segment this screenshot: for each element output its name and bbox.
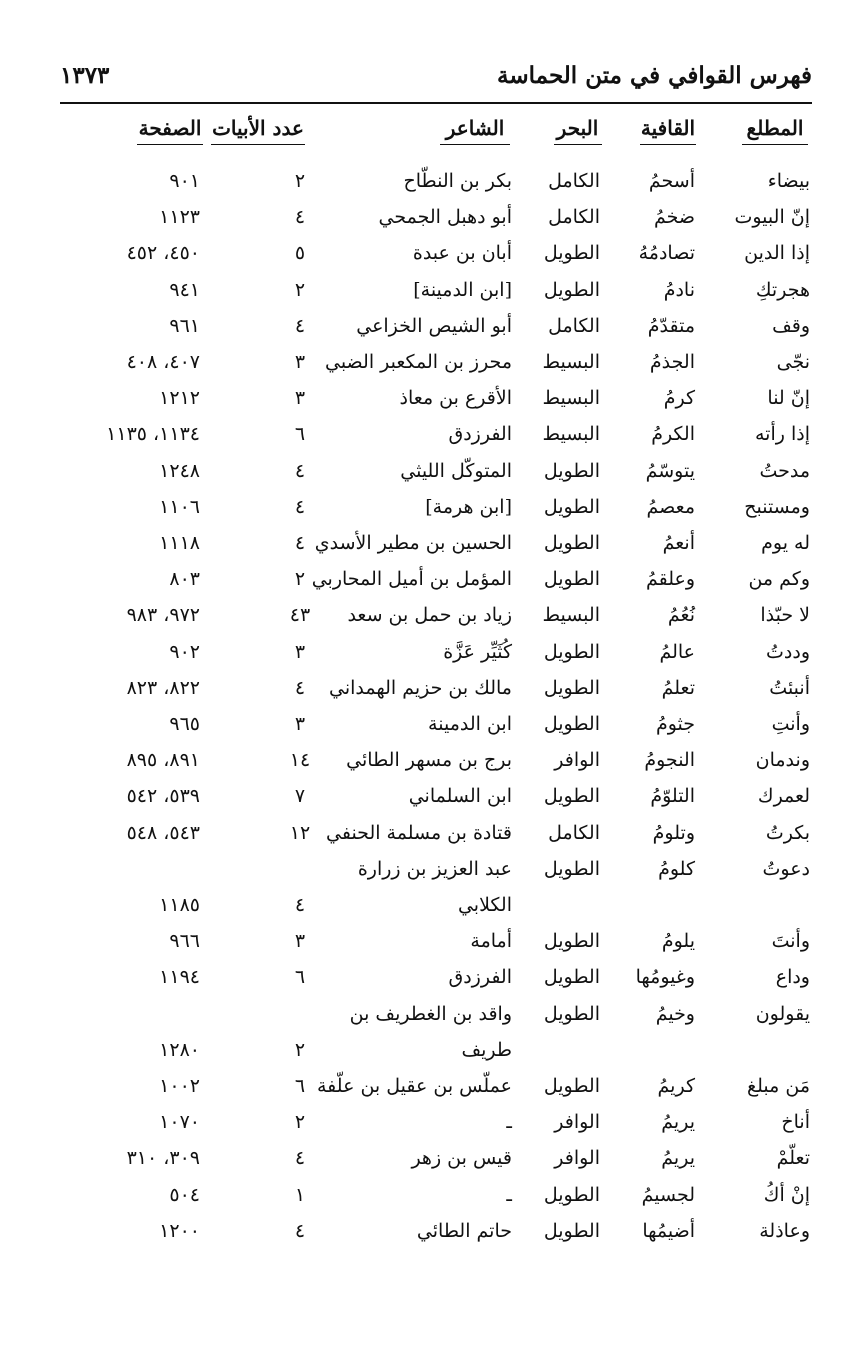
column-header-label: البحر: [556, 116, 599, 140]
qafiya-cell: متقدّمُ: [647, 314, 695, 337]
column-header-label: عدد الأبيات: [212, 116, 304, 140]
page-cell: ٩٠١: [169, 170, 200, 192]
qafiya-cell: نادمُ: [663, 278, 695, 301]
qafiya-cell: عالمُ: [659, 640, 695, 663]
page-cell: ٥٠٤: [169, 1183, 200, 1206]
count-cell: ٦: [294, 1075, 306, 1097]
bahr-cell: الطويل: [543, 640, 600, 663]
matla-cell: إنّ لنا: [767, 387, 810, 410]
matla-cell: هجرتكِ: [755, 278, 810, 301]
count-cell: ٣: [294, 387, 306, 410]
matla-cell: مدحتُ: [759, 459, 810, 482]
bahr-cell: الطويل: [543, 1219, 600, 1242]
matla-cell: يقولون: [755, 1002, 810, 1025]
column-header-label: الصفحة: [138, 116, 202, 140]
count-cell: ٤: [294, 676, 306, 699]
count-cell: ٦: [294, 423, 306, 446]
shaer-cell: كُثَيِّر عَزَّة: [443, 640, 512, 663]
bahr-cell: الوافر: [554, 1147, 600, 1170]
matla-cell: وددتُ: [766, 640, 810, 663]
matla-cell: لا حبّذا: [760, 604, 810, 627]
column-header-shaer: [430, 116, 520, 145]
matla-cell: وكم من: [748, 568, 810, 591]
column-header-label: الشاعر: [445, 116, 505, 140]
page-cell: ٩٦٦: [169, 930, 200, 953]
column-header-matla: [740, 116, 810, 145]
shaer-cell: زياد بن حمل بن سعد: [347, 604, 512, 627]
count-cell: ٤: [294, 532, 306, 554]
count-cell: ٤٣: [289, 604, 311, 627]
shaer-cell-continuation: الكلابي: [457, 894, 512, 916]
qafiya-cell: ضخمُ: [653, 206, 695, 229]
bahr-cell: الطويل: [543, 242, 600, 265]
count-cell: ٥: [294, 242, 306, 265]
matla-cell: وداع: [775, 966, 810, 989]
page-number: ١٣٧٣: [60, 62, 110, 89]
shaer-cell: الأقرع بن معاذ: [399, 387, 512, 410]
page-cell: ٨٠٣: [169, 568, 200, 591]
shaer-cell: ـ: [506, 1111, 512, 1134]
page-cell: ٨٢٢، ٨٢٣: [126, 676, 200, 699]
qafiya-cell: وخيمُ: [655, 1002, 695, 1025]
shaer-cell: حاتم الطائي: [416, 1219, 512, 1242]
bahr-cell: الطويل: [543, 785, 600, 808]
matla-cell: أنبئتُ: [769, 676, 810, 699]
qafiya-cell: كرمُ: [663, 387, 695, 410]
page-cell: ٨٩١، ٨٩٥: [126, 749, 200, 772]
page-cell: ٤٥٠، ٤٥٢: [126, 242, 200, 265]
bahr-cell: البسيط: [542, 387, 600, 410]
column-header-label: المطلع: [746, 116, 804, 140]
count-cell: ٣: [294, 930, 306, 953]
bahr-cell: البسيط: [542, 423, 600, 446]
shaer-cell: عبد العزيز بن زرارة: [357, 857, 512, 880]
matla-cell: بكرتُ: [765, 821, 810, 844]
bahr-cell: الكامل: [548, 206, 600, 229]
shaer-cell: ابن السلماني: [408, 785, 512, 808]
shaer-cell: المؤمل بن أميل المحاربي: [311, 568, 512, 591]
bahr-cell: الطويل: [543, 278, 600, 301]
matla-cell: وأنتِ: [771, 713, 810, 735]
column-header-label: القافية: [640, 116, 696, 140]
page-cell: ٩٠٢: [169, 640, 200, 663]
bahr-cell: الكامل: [548, 314, 600, 337]
qafiya-cell: أنعمُ: [662, 532, 695, 554]
qafiya-cell: تعلمُ: [661, 676, 695, 699]
column-header-underline: [440, 144, 510, 145]
page-header: [60, 62, 812, 102]
matla-cell: وعاذلة: [759, 1219, 810, 1242]
qafiya-cell: وتلومُ: [652, 821, 695, 844]
page-cell: ١٠٠٢: [159, 1075, 200, 1097]
column-header-underline: [137, 144, 203, 145]
shaer-cell: بكر بن النطّاح: [403, 170, 512, 192]
shaer-cell: المتوكّل الليثي: [400, 459, 512, 482]
bahr-cell: الكامل: [548, 170, 600, 192]
page-cell: ١١٨٥: [159, 894, 200, 916]
qafiya-cell: الجذمُ: [649, 351, 695, 373]
bahr-cell: الوافر: [554, 1111, 600, 1134]
bahr-cell: الطويل: [543, 532, 600, 554]
page-cell: ١٠٧٠: [159, 1111, 200, 1134]
qafiya-cell: وعلقمُ: [645, 568, 695, 591]
qafiya-cell: يلومُ: [661, 930, 695, 953]
page-cell: ٩٦٥: [169, 713, 200, 735]
matla-cell: له يوم: [761, 532, 810, 554]
qafiya-cell: تصادمُهُ: [638, 242, 695, 265]
page-cell: ١٢٤٨: [159, 459, 200, 482]
column-header-underline: [211, 144, 305, 145]
page-cell: ٩٧٢، ٩٨٣: [126, 604, 200, 627]
bahr-cell: الطويل: [543, 1075, 600, 1097]
bahr-cell: الطويل: [543, 857, 600, 880]
bahr-cell: الطويل: [543, 676, 600, 699]
column-header-page: [134, 116, 206, 145]
qafiya-cell: نُعُمُ: [667, 604, 695, 627]
count-cell: ٤: [294, 894, 306, 916]
page-cell: ٩٤١: [169, 278, 200, 301]
page-cell: ١١٩٤: [159, 966, 200, 989]
bahr-cell: الطويل: [543, 1183, 600, 1206]
qafiya-cell: كلومُ: [658, 857, 695, 880]
matla-cell: إذا الدين: [744, 242, 810, 265]
shaer-cell: [ابن هرمة]: [425, 495, 512, 518]
shaer-cell: أبان بن عبدة: [412, 242, 512, 265]
column-header-underline: [742, 144, 808, 145]
count-cell: ٧: [294, 785, 306, 808]
bahr-cell: البسيط: [542, 351, 600, 373]
bahr-cell: البسيط: [542, 604, 600, 627]
shaer-cell: برج بن مسهر الطائي: [346, 749, 512, 772]
qafiya-cell: يتوسّمُ: [645, 459, 695, 482]
count-cell: ٢: [294, 1038, 306, 1061]
count-cell: ٢: [294, 1111, 306, 1134]
matla-cell: بيضاء: [767, 170, 810, 192]
shaer-cell: ـ: [506, 1183, 512, 1206]
bahr-cell: الطويل: [543, 568, 600, 591]
shaer-cell: قيس بن زهر: [411, 1147, 512, 1170]
shaer-cell: مالك بن حزيم الهمداني: [329, 676, 512, 699]
page-cell: ٣٠٩، ٣١٠: [126, 1147, 200, 1170]
page-cell: ٥٣٩، ٥٤٢: [126, 785, 200, 808]
shaer-cell: [ابن الدمينة]: [413, 278, 512, 301]
shaer-cell: أبو الشيص الخزاعي: [356, 314, 512, 337]
bahr-cell: الكامل: [548, 821, 600, 844]
count-cell: ١٢: [289, 821, 311, 844]
matla-cell: نجّى: [776, 351, 810, 373]
shaer-cell: أبو دهبل الجمحي: [378, 206, 512, 229]
page-cell: ١١٠٦: [159, 495, 200, 518]
count-cell: ٣: [294, 713, 306, 735]
qafiya-cell: يريمُ: [661, 1111, 695, 1134]
shaer-cell: الحسين بن مطير الأسدي: [314, 532, 512, 554]
page-cell: ١١٣٤، ١١٣٥: [106, 423, 200, 446]
column-header-bahr: [550, 116, 605, 145]
count-cell: ٢: [294, 568, 306, 591]
count-cell: ٦: [294, 966, 306, 989]
count-cell: ٣: [294, 351, 306, 373]
count-cell: ٤: [294, 314, 306, 337]
matla-cell: وقف: [772, 314, 810, 337]
page-cell: ١٢١٢: [159, 387, 200, 410]
matla-cell: أناخ: [781, 1111, 810, 1134]
count-cell: ٢: [294, 278, 306, 301]
page-cell: ١١١٨: [159, 532, 200, 554]
count-cell: ٤: [294, 1147, 306, 1170]
qafiya-cell: وغيومُها: [635, 966, 695, 989]
count-cell: ٤: [294, 1219, 306, 1242]
qafiya-cell: يريمُ: [661, 1147, 695, 1170]
matla-cell: مَن مبلغ: [747, 1075, 810, 1097]
shaer-cell: عملّس بن عقيل بن علّفة: [317, 1075, 512, 1097]
page-cell: ١١٢٣: [159, 206, 200, 229]
count-cell: ١٤: [289, 749, 311, 772]
shaer-cell-continuation: طريف: [461, 1038, 512, 1061]
qafiya-cell: النجومُ: [644, 749, 695, 772]
shaer-cell: أمامة: [470, 930, 512, 953]
qafiya-cell: أسحمُ: [648, 170, 695, 192]
count-cell: ٤: [294, 495, 306, 518]
qafiya-cell: كريمُ: [657, 1075, 695, 1097]
bahr-cell: الطويل: [543, 930, 600, 953]
column-header-qafiya: [639, 116, 697, 145]
bahr-cell: الطويل: [543, 1002, 600, 1025]
column-header-count: [210, 116, 306, 145]
shaer-cell: الفرزدق: [448, 966, 512, 989]
matla-cell: لعمرك: [757, 785, 810, 808]
qafiya-cell: جثومُ: [655, 713, 695, 735]
matla-cell: وأنتَ: [771, 930, 810, 953]
column-header-underline: [640, 144, 696, 145]
shaer-cell: ابن الدمينة: [428, 713, 512, 735]
matla-cell: إنْ أكُ: [763, 1183, 810, 1206]
header-rule: [60, 102, 812, 104]
count-cell: ٣: [294, 640, 306, 663]
qafiya-cell: أضيمُها: [642, 1219, 695, 1242]
count-cell: ١: [294, 1183, 306, 1206]
bahr-cell: الطويل: [543, 495, 600, 518]
qafiya-cell: لجسيمُ: [641, 1183, 695, 1206]
shaer-cell: قتادة بن مسلمة الحنفي: [326, 821, 512, 844]
qafiya-cell: التلوّمُ: [650, 785, 695, 808]
matla-cell: ومستنبح: [744, 495, 810, 518]
shaer-cell: واقد بن الغطريف بن: [349, 1002, 512, 1025]
matla-cell: دعوتُ: [762, 857, 810, 880]
count-cell: ٢: [294, 170, 306, 192]
shaer-cell: محرز بن المكعبر الضبي: [324, 351, 512, 373]
column-header-underline: [554, 144, 602, 145]
running-title: فهرس القوافي في متن الحماسة: [497, 62, 812, 89]
matla-cell: وندمان: [755, 749, 810, 772]
bahr-cell: الطويل: [543, 459, 600, 482]
shaer-cell: الفرزدق: [448, 423, 512, 446]
matla-cell: إنّ البيوت: [734, 206, 810, 229]
count-cell: ٤: [294, 206, 306, 229]
qafiya-cell: معصمُ: [646, 495, 695, 518]
qafiya-cell: الكرمُ: [651, 423, 695, 446]
page-cell: ٤٠٧، ٤٠٨: [126, 351, 200, 373]
matla-cell: تعلّمْ: [776, 1147, 810, 1170]
count-cell: ٤: [294, 459, 306, 482]
page-cell: ٥٤٣، ٥٤٨: [126, 821, 200, 844]
page-cell: ٩٦١: [169, 314, 200, 337]
page-cell: ١٢٠٠: [159, 1219, 200, 1242]
page-cell: ١٢٨٠: [159, 1038, 200, 1061]
bahr-cell: الطويل: [543, 966, 600, 989]
bahr-cell: الوافر: [554, 749, 600, 772]
matla-cell: إذا رأته: [755, 423, 810, 446]
bahr-cell: الطويل: [543, 713, 600, 735]
